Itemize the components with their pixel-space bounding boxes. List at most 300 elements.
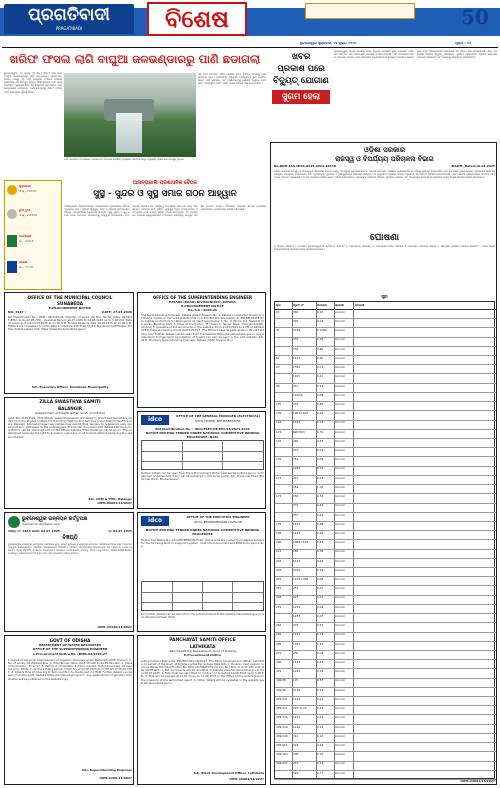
table-cell: 0.08: [317, 393, 324, 397]
ad-title: ZILLA SWASTHYA SAMITI: [39, 400, 101, 405]
table-cell: ଘରବାରୀ: [335, 559, 345, 563]
section-title: ବିଶେଷ: [147, 2, 247, 36]
table-cell: 0.65: [317, 531, 324, 535]
table-cell: ଘରବାରୀ: [335, 624, 345, 628]
op-code: OIPR-13320/11/0027: [97, 626, 132, 629]
lead-body-left: [4, 72, 62, 178]
lead-body-right: ଏହି ପାଣି ଛଡାଯିବା ସହିତ କେନାଲ ଦେଇ ବିଭିନ୍ନ ଅଞ୍ଚଳକୁ ପାଣି ଯୋଗାଣ ହେବ। ଜଳସେଚନ ଅଧିକାରୀ ଜଣାଇଛନ୍ତି ଯେ ନିୟମିତ ଭାବେ ପାଣି ଛଡାଯିବ ଏବଂ ଚାଷୀମାନଙ୍କୁ କୌଣସି ଅସୁବିଧା ହେବନାହିଁ। ଏହାଦ୍ୱାରା ହଜାର ହଜାର ଏକର ଜମିରେ ଚାଷ ହୋଇପାରିବ।: [198, 72, 266, 86]
table-cell: ଘରବାରୀ: [335, 707, 345, 711]
table-row: [275, 586, 496, 595]
table-row: [275, 328, 496, 337]
ad-body: The Superintending Engineer, Kataka (Road) Division No. 1, Kataka on behalf of Governor of Odisha invites on Percentage Rate bids in online Bid Process system in ONLINE MODE from eligible contractors for Road works as mentioned below. 1. No. of Works: 8 2. Name of the works: Building work 3. Class of Contractor: "B" Class 4. Tender Paper Cost: Rs.10000/- (Online) 5. Available of bid documents in the website: From 21/07/2025 to 9 PM of 18/09/2025 6. Date of opening of bid: 22/07/2025 7. The Bidders have to participate in this NIT bidding only. Further details can be seen from the website https://tendersodisha.gov.in. Any addendum/ corrigendum/ cancellation of tender can also be seen in the said website. Sd/- (B.M. Shankar) Superintending Engineer, Kataka (R&B) Division No.I: [141, 313, 264, 342]
table-cell: ଘରବାରୀ: [335, 725, 345, 729]
table-cell: 241: [293, 762, 299, 766]
col-header: ପ୍ଲଟ ନଂ: [293, 304, 304, 307]
table-cell: 356: [293, 495, 299, 499]
gold-coin-icon: [7, 185, 17, 195]
ad-place: BALANGIR: [57, 406, 83, 411]
table-cell: ଘରବାରୀ: [335, 697, 345, 701]
notice-date: /R&DM, Dated:16.04.2025: [451, 165, 495, 168]
table-cell: 0.14: [317, 688, 324, 692]
table-cell: ଘରବାରୀ: [335, 762, 345, 766]
table-cell: 309/101: [276, 697, 288, 701]
table-cell: ଘରବାରୀ: [335, 402, 345, 406]
table-cell: ଘରବାରୀ: [335, 734, 345, 738]
table-cell: 126: [276, 421, 282, 425]
table-cell: 1350: [293, 366, 301, 370]
table-cell: 1093: [293, 642, 301, 646]
table-cell: 132: [276, 439, 282, 443]
table-cell: 0.53: [317, 679, 324, 683]
ad-footer: Sd/- CDM & PHO, Balangir: [88, 498, 132, 501]
ad-subtitle: IDCO, BHUBANESWAR DIVISION: [194, 521, 242, 524]
table-cell: 1214: [293, 356, 301, 360]
table-cell: ଘରବାରୀ: [335, 513, 345, 517]
table-row: [275, 651, 496, 660]
ad-body: Bid Identification No. - BKD - 06/2025-26. Total No. of works: 06 Nos. Tender Value: Rs.56,55,886/- to Rs.43,08,735/-. Available Period: 19.07.2025 to 02.08.2025 up to 5.00 P.M. Date of opening of bid 04.08.2025 at 11.00 A.M. Tender Opening date 18.09.2025 at 11.00 A.M. Bidders are requested to participate in advance with their Digital Signature Certificates. Further details please visit: https://www.tendersodisha.gov.in: [8, 315, 132, 332]
idco-table: [141, 440, 264, 470]
table-cell: 1104: [293, 568, 301, 572]
table-cell: ଘରବାରୀ: [335, 504, 345, 508]
ad-ref: No. 5.6 / 2026-26: [187, 309, 218, 312]
table-cell: 0.23: [317, 559, 324, 563]
sub-headline: ଆସନ୍ତାକାଲି ପ୍ରଶାସନିକ ବୈଠକ: [133, 180, 197, 186]
table-body: [275, 310, 496, 780]
table-cell: 260: [293, 439, 299, 443]
logo-subtitle: PRAGATIBADI: [55, 26, 83, 31]
table-row: [275, 522, 496, 531]
table-cell: 337: [293, 513, 299, 517]
water-flow: [116, 113, 142, 153]
table-cell: 129: [276, 430, 282, 434]
ad-place: LATHIKATA: [189, 644, 216, 649]
table-row: [275, 439, 496, 448]
table-row: [275, 697, 496, 706]
table-row: [275, 762, 496, 771]
table-row: [275, 660, 496, 669]
page-number: ପୃଷ୍ଠା : ୧୦: [455, 42, 472, 45]
table-cell: ଘରବାରୀ: [335, 522, 345, 526]
table-cell: ଘରବାରୀ: [335, 495, 345, 499]
table-cell: ଘରବାରୀ: [335, 338, 345, 342]
ad-title: OFFICE OF THE GENERAL MANAGER (ELECTRICAL): [176, 415, 260, 418]
price-value: ଲି. - ୯୨.୯୫: [19, 266, 33, 269]
table-cell: 0.12: [317, 762, 324, 766]
ad-title: OFFICE OF THE SUPERINTENDING ENGINEER: [152, 295, 253, 300]
table-row: [275, 734, 496, 743]
table-cell: 232: [276, 568, 282, 572]
table-cell: 0.85: [317, 402, 324, 406]
table-row: [275, 513, 496, 522]
table-cell: 0.02: [317, 421, 324, 425]
table-cell: 340: [293, 320, 299, 323]
table-cell: 820/993: [293, 430, 305, 434]
ad-body: Tender Call Notice No. IDCO/EE/BBSR/2025-26. Online bids are invited from eligible bidders for the following work in single bid system. Cost of bid document and EMD to be paid online.: [141, 538, 264, 549]
ad-subtitle: IDCO TOWER, BHUBANESWAR: [195, 420, 241, 423]
ad-body: For further details can be seen from the e-Procurement Portal www.tendersodisha.gov.in. Sd/- Divisional Head, IDCO: [141, 612, 264, 620]
table-row: [275, 384, 496, 393]
table-cell: ଘରବାରୀ: [335, 449, 345, 453]
table-cell: 1127: [293, 531, 301, 535]
table-cell: 0.41: [317, 375, 324, 379]
table-cell: 1.17: [317, 642, 324, 646]
ad-notice-type: E-Procurement Notice: [183, 654, 222, 657]
table-cell: 251: [276, 605, 282, 609]
table-cell: ଘରବାରୀ: [335, 458, 345, 462]
table-cell: 329: [293, 771, 299, 775]
table-cell: 0.1050: [317, 329, 327, 333]
ad-date: DATE: 27.07.2026: [102, 311, 132, 314]
table-cell: 0.03: [317, 449, 324, 453]
table-cell: 1149: [293, 559, 301, 563]
table-cell: ଘରବାରୀ: [335, 356, 345, 360]
table-cell: ଘରବାରୀ: [335, 366, 345, 370]
table-cell: 1245: [293, 375, 301, 379]
table-cell: 0.15: [317, 633, 324, 637]
ad-number: NO: 4387 /: [8, 311, 26, 314]
table-row: [275, 467, 496, 476]
table-cell: 1229: [293, 421, 301, 425]
table-cell: 248: [276, 596, 282, 600]
lead-text-left: ଭୁବନେଶ୍ୱର, ୧୪ ଜୁଲାଇ (ବି.ଏନ୍.) ଖରିଫ ଚାଷ ପାଇଁ ବାଘୁଆ ଜଳଭଣ୍ଡାରରୁ ପାଣି ଛଡାଯାଇଛି। ଜଳସମ୍ପଦ ବିଭାଗ ପକ୍ଷରୁ ଏହି ପାଣି ଛଡାଯିବା ଫଳରେ ଅଞ୍ଚଳର ଚାଷୀମାନେ ବହୁ ଉପକୃତ ହେବେ। ଚାଷୀମାନଙ୍କ ଦାବି ପରେ ବିଭାଗୀୟ ଅଧିକାରୀମାନେ ଏହି ନିଷ୍ପତ୍ତି ନେଇଛନ୍ତି। ଜଳଭଣ୍ଡାରରେ ପର୍ଯ୍ୟାପ୍ତ ପାଣି ରହିଥିବାରୁ ଖରିଫ ଫସଲ ପାଇଁ ଜଳସେଚନ ସୁବିଧା ମିଳିବ।: [4, 71, 62, 94]
table-cell: ଘରବାରୀ: [335, 578, 345, 582]
ad-subtitle: KATAKA (ROAD) DIVISION(RCC) KATAKA: [169, 301, 236, 304]
table-cell: 0.04: [317, 605, 324, 609]
table-row: [275, 743, 496, 752]
table-cell: 23: [276, 310, 280, 314]
table-cell: 0.80: [317, 347, 324, 351]
sub-story-body: ଆସନ୍ତାକାଲି ଜିଲ୍ଲାପାଳଙ୍କ ଅଧ୍ୟକ୍ଷତାରେ ପ୍ରଶାସନିକ ବୈଠକ ଅନୁଷ୍ଠିତ ହେବ। ଏଥିରେ ସ୍ୱାସ୍ଥ୍ୟ, ଶିକ୍ଷା ଓ ପରିମଳ ସମ୍ବନ୍ଧୀୟ ବିଭିନ୍ନ ପ୍ରସଙ୍ଗରେ ଆଲୋଚନା କରାଯିବ। ସୁସ୍ଥ, ସୁନ୍ଦର ଓ ସୁସ୍ଥ ସମାଜ ଗଠନ ନିମନ୍ତେ ସମସ୍ତଙ୍କୁ ଆହ୍ୱାନ ଦିଆଯାଇଛି। ପ୍ରତ୍ୟେକ ନାଗରିକ ନିଜ ଦାୟିତ୍ୱ ସମ୍ପର୍କରେ ସଚେତନ ହେବା ଆବଶ୍ୟକ। ପରିବେଶ ସଫା ରଖିବା, ସ୍ୱାସ୍ଥ୍ୟ ନିୟମ ପାଳନ କରିବା ଏବଂ ସମାଜ ପାଇଁ କାର୍ଯ୍ୟ କରିବା ଆମର କର୍ତ୍ତବ୍ୟ। ଏହି ଅବସରରେ ବିଭିନ୍ନ ସ୍ୱେଚ୍ଛାସେବୀ ସଂଗଠନର ପ୍ରତିନିଧି ଉପସ୍ଥିତ ରହି ନିଜ ମତାମତ ଦେବେ। ବୈଠକରେ ଜିଲ୍ଲାର ସମସ୍ତ ବିଭାଗୀୟ ମୁଖ୍ୟମାନେ ଯୋଗଦେବେ ବୋଲି ଜଣାପଡିଛି।: [64, 204, 266, 218]
price-sidebar: [4, 180, 62, 290]
table-cell: 41: [276, 329, 280, 333]
table-cell: 309/149: [276, 734, 288, 738]
table-cell: 338: [293, 753, 299, 757]
notice-number: No.RDM-LAS-MISC-0015-2024-16258: [274, 165, 336, 168]
ad-subtitle: ଆକାଶଗଙ୍ଗା ପ୍ରଶାସନିକ ଭବନ: [22, 523, 60, 526]
sub-headline-box: [64, 180, 266, 188]
ad-ref: Bid Identification No. : IDCO/ELEC/DE/EPC/18/2024-2025: [155, 428, 250, 431]
price-label: ଶୁକ୍ରବାର: [19, 185, 31, 188]
idco-notice-2: [137, 512, 266, 632]
table-cell: ଘରବାରୀ: [335, 660, 345, 664]
table-cell: 225/1179: [293, 707, 307, 711]
table-row: [275, 752, 496, 761]
table-cell: 1151: [293, 633, 301, 637]
table-cell: ଘରବାରୀ: [335, 670, 345, 674]
table-row: [275, 319, 496, 328]
table-cell: 230: [293, 651, 299, 655]
table-cell: 0.01: [317, 596, 324, 600]
revenue-dept-notice: [270, 142, 497, 785]
table-cell: 0.39: [317, 707, 324, 711]
table-cell: 200: [276, 541, 282, 545]
table-row: [275, 679, 496, 688]
table-cell: 309/40: [276, 688, 286, 692]
table-row: [275, 688, 496, 697]
ad-body: ଭୁବନେଶ୍ୱର ଉନ୍ନୟନ କର୍ତ୍ତୃପକ୍ଷ ଅଧୀନରେ ଥିବା ପ୍ଲଟ ଗୁଡିକର ହସ୍ତାନ୍ତର ନିମନ୍ତେ ସର୍ବସାଧାରଣଙ୍କ ଠାରୁ ଆବେଦନ ଆହ୍ୱାନ କରାଯାଉଅଛି। ଆଗ୍ରହୀ ବ୍ୟକ୍ତିମାନେ ନିର୍ଦ୍ଧାରିତ ଫର୍ମରେ ଆବଶ୍ୟକୀୟ କାଗଜପତ୍ର ସହ ଆବେଦନ ଦାଖଲ କରିବେ। ଅଧିକ ବିବରଣୀ ନିମନ୍ତେ କାର୍ଯ୍ୟାଳୟ ସମୟରେ ଯୋଗାଯୋଗ କରନ୍ତୁ କିମ୍ବା ୱେବସାଇଟ www.bdabbsr.in ଦେଖନ୍ତୁ। କୌଣସି ଆପତ୍ତି ଥିଲେ ୩୦ ଦିନ ମଧ୍ୟରେ ଦାଖଲ କରିବେ।: [8, 542, 132, 556]
table-cell: 186: [293, 550, 299, 554]
table-cell: 96: [276, 384, 280, 388]
table-cell: 242: [276, 578, 282, 582]
table-cell: 0.43: [317, 504, 324, 508]
silver-coin-icon: [7, 209, 17, 219]
table-cell: 0.10: [317, 753, 324, 757]
col-header: ବିବରଣୀ: [355, 304, 365, 307]
table-row: [275, 411, 496, 420]
table-cell: 0.06: [317, 578, 324, 582]
table-cell: 223: [293, 596, 299, 600]
table-cell: ଘରବାରୀ: [335, 430, 345, 434]
table-row: [275, 614, 496, 623]
table-cell: ଘରବାରୀ: [335, 614, 345, 618]
se-notice: [137, 292, 266, 408]
masthead-ad-strip: [305, 3, 415, 19]
op-code: OIPR-15001/11/2027: [229, 778, 264, 781]
table-cell: 1067/1676: [293, 412, 309, 416]
sub-headline2-box: [64, 189, 266, 203]
table-cell: 52: [276, 356, 280, 360]
table-row: [275, 448, 496, 457]
ad-body: Further details can be seen from the e-Procurement Portal www.tendersodisha.gov.in. Corrigendum or Addendum if any will be published in the same portal. Sd/- Divisional Head (Electrical) IDCO, Bhubaneswar: [141, 471, 264, 482]
ad-body: 1. Name of the work: Improvement of Irrigation Channels under Mahanadi North Division. 2. No. of works: 12 (Twelve) Nos. 3. Total Tender Value: Rs.4.38 lakh to Rs.89.90 Lakh. 4. Class of Contractor: "B" & "C". 5. Period of completion: 4 (Four) months. 6. Bid document: As mentioned in DTCN. 7. Online bidding period: 10.00 hrs of 04.08.2025 to 17.00 hrs of 18.09.2025. 8. Date & time of Opening of Technical Bid: As mentioned in DTCN. Further details can be seen from the Govt. website https://tendersodisha.gov.in. Any addendum/corrigendum/cancellation will be published in the website only.: [8, 658, 133, 681]
table-row: [275, 550, 496, 559]
table-cell: ଘରବାରୀ: [335, 568, 345, 572]
table-cell: ଘରବାରୀ: [335, 412, 345, 416]
table-header-row: [275, 302, 496, 310]
table-row: [275, 504, 496, 513]
table-cell: 1220: [293, 467, 301, 471]
table-row: [275, 633, 496, 642]
ad-body: e-Procurement Notice No. PSL/ED/2025-26/26/27. The Block Development Officer, Lathikata on behalf of the Govt. of Odisha invites Percentage Rate bids in Double cover system on online Mode, Bid Identification No. BDO LATHIKATA/01 for 10 (Ten) Nos. of work with cost of Rs.19.68 lakh. 1. Bid documents will be available in website www.tendersodisha.gov.in from 28.07.2025. 2. Bids must be submitted on "online" on or before 10.08.2025 up to 5.00 P.M. 3. Bids will be opened at 11.00 hours on 11.08.2025 in the Office of the undersigned in the presence of the authorized agent. 4. Other details will be available in the website www.tendersodisha.gov.in.: [141, 659, 264, 685]
table-row: [275, 494, 496, 503]
table-cell: 0.13: [317, 439, 324, 443]
ad-body: Advt. No. 1145 Date: 27/07/2025. Sealed Expression of Interest in prescribed format are invited from the eligible bidders for Providing Fleet Control Services under District Health Society, Balangir. Interested agencies/ parties may submit their tenders by registered post/ speed post only addressed to the undersigned. The tender document with detailed terms and conditions can be downloaded from the official website https://balangir.odisha.gov.in. The undersigned reserves the right to accept or reject any or all tenders without assigning any reason thereof.: [8, 416, 132, 439]
table-row: [275, 605, 496, 614]
table-cell: 351: [293, 458, 299, 462]
col-header: ଶ୍ରେଣୀ: [335, 304, 344, 307]
table-cell: 193: [276, 522, 282, 526]
ad-subtitle: (Panchayati Raj Department, Govt of Odisha): [168, 650, 237, 653]
col-header: କ୍ର.: [276, 304, 282, 307]
table-cell: 370: [293, 504, 299, 508]
table-row: [275, 393, 496, 402]
table-row: [275, 559, 496, 568]
table-cell: ଘରବାରୀ: [335, 716, 345, 720]
promo-line: ପ୍ରକାଶ ପରେ: [277, 64, 325, 74]
table-cell: 0.16: [317, 734, 324, 738]
ad-title: PANCHAYAT SAMITI OFFICE: [169, 638, 236, 643]
panchayat-notice: [137, 635, 266, 785]
table-cell: 136: [276, 458, 282, 462]
table-cell: 0.07: [317, 587, 324, 591]
table-cell: 173: [276, 476, 282, 480]
ad-subtitle: OFFICE OF THE SUPERINTENDING ENGINEER: [32, 648, 108, 651]
table-cell: 275: [293, 624, 299, 628]
table-cell: 0.70: [317, 430, 324, 434]
table-cell: 0.49: [317, 541, 324, 545]
table-cell: 309/140: [276, 725, 288, 729]
ad-subtitle: (Department of Health & F.W, Govt. of Odisha): [35, 412, 105, 415]
table-cell: 341: [293, 449, 299, 453]
fuel-pump-icon: [7, 261, 17, 273]
table-cell: 0.14: [317, 697, 324, 701]
ad-notice-type: E-PROCUREMENT NOTICE: [48, 307, 92, 310]
idco2-table: [141, 581, 264, 611]
op-code: OIPR-2200-11/0027: [99, 777, 132, 780]
table-row: [275, 457, 496, 466]
table-cell: 174: [276, 495, 282, 499]
table-cell: 335: [293, 347, 299, 351]
table-cell: ଘରବାରୀ: [335, 439, 345, 443]
notice-body: ଓଡ଼ିଶା ସରକାର ରାଜସ୍ୱ ଓ ବିପର୍ଯ୍ୟୟ ପରିଚାଳନା ବିଭାଗ ପକ୍ଷରୁ ଏତଦ୍ୱାରା ସର୍ବସାଧାରଣଙ୍କ ଅବଗତି ନିମନ୍ତେ ଘୋଷଣା କରାଯାଉଅଛି ଯେ ନିମ୍ନ ସୂଚୀରେ ଉଲ୍ଲେଖିତ ଜମି ସାର୍ବଜନୀନ ଉଦ୍ଦେଶ୍ୟରେ ଅଧିଗ୍ରହଣ କରାଯିବା ନିମନ୍ତେ ପ୍ରସ୍ତାବ ଦିଆଯାଇଛି। ଜମି ଅଧିଗ୍ରହଣ, ପୁନର୍ବାସ ଓ ପୁନଃସ୍ଥାପନରେ ନ୍ୟାଯ୍ୟ କ୍ଷତିପୂରଣ ଓ ସ୍ୱଚ୍ଛତା ଅଧିକାର ଆଇନ ଅନୁଯାୟୀ ଏହି ବିଜ୍ଞପ୍ତି ପ୍ରକାଶ କରାଯାଉଅଛି। ଯଦି କୌଣସି ବ୍ୟକ୍ତିଙ୍କର ଆପତ୍ତି ଥାଏ ତେବେ ବିଜ୍ଞପ୍ତି ପ୍ରକାଶର ୬୦ ଦିନ ମଧ୍ୟରେ ଲିଖିତ ଭାବେ ଦାଖଲ କରିପାରିବେ। ପ୍ରଭାବିତ ପରିବାର ସଂଖ୍ୟା, ପୁନର୍ବାସ ଯୋଜନା ଏବଂ ଅନ୍ୟାନ୍ୟ ବିବରଣୀ ସମ୍ବନ୍ଧୀୟ ତଥ୍ୟ ଜିଲ୍ଲା କାର୍ଯ୍ୟାଳୟରେ ଉପଲବ୍ଧ।: [274, 169, 495, 180]
table-row: [275, 347, 496, 356]
promo-line: ବିଦ୍ୟୁତ୍ ଯୋଗାଣ: [273, 76, 329, 86]
ad-notice-type: E-PROCUREMENT NOTICE: [181, 305, 224, 308]
op-code: OIPR-00001/11/0027: [97, 502, 132, 505]
idco-notice: [137, 411, 266, 509]
table-cell: 312: [293, 734, 299, 738]
notice-heading: ଘୋଷଣା: [369, 233, 400, 243]
ad-title: ଭୁବନେଶ୍ୱର ଉନ୍ନୟନ କର୍ତ୍ତୃପକ୍ଷ: [22, 516, 88, 522]
table-cell: ଘରବାରୀ: [335, 633, 345, 637]
table-cell: 267: [293, 476, 299, 480]
table-row: [275, 338, 496, 347]
notice-dept: ରାଜସ୍ୱ ଓ ବିପର୍ଯ୍ୟୟ ପରିଚାଳନା ବିଭାଗ: [335, 155, 434, 163]
table-cell: ଘରବାରୀ: [335, 393, 345, 397]
table-cell: ଘରବାରୀ: [335, 310, 345, 314]
price-item-gold: [7, 185, 61, 209]
news-briefs: ଭୁବନେଶ୍ୱର: ଖବର ପ୍ରକାଶ ପରେ ବିଦ୍ୟୁତ୍ ଯୋଗାଣ ସୁଗମ ହୋଇଛି। ଅଞ୍ଚଳରେ ଦୀର୍ଘ ଦିନ ଧରି ଲୋଡସେଡିଂ ସମସ୍ୟା ଦେଖାଦେଇଥିଲା। ଏହି ସମ୍ପର୍କରେ ଖବର ପ୍ରକାଶ ପାଇବା ପରେ ବିଭାଗୀୟ ଅଧିକାରୀମାନେ ତୁରନ୍ତ ପଦକ୍ଷେପ ନେଇଛନ୍ତି। ନୂଆ ଟ୍ରାନ୍ସଫର୍ମର ବସାଯାଇଛି ଏବଂ ଖରାପ ତାର ବଦଳାଯାଇଛି। ଏବେ ଅଞ୍ଚଳବାସୀ ନିୟମିତ ବିଦ୍ୟୁତ୍ ପାଉଛନ୍ତି। ସ୍ଥାନୀୟ ଲୋକମାନେ ଏଥିପାଇଁ ସନ୍ତୋଷ ପ୍ରକାଶ କରିଛନ୍ତି ଏବଂ ବିଭାଗକୁ ଧନ୍ୟବାଦ ଜଣାଇଛନ୍ତି।: [334, 49, 497, 60]
table-row: [275, 715, 496, 724]
table-cell: ଘରବାରୀ: [335, 642, 345, 646]
bda-emblem-icon: [8, 516, 20, 528]
notice-body-2: ୧. ଜିଲ୍ଲା: ଖୋର୍ଦ୍ଧା ୨. ତହସିଲ: ଭୁବନେଶ୍ୱର ୩. ମୌଜା ଓ ଥାନା ନଂ ୪. ଅଧିଗ୍ରହଣ ଉଦ୍ଦେଶ୍ୟ ୫. ଆବଶ୍ୟକ ଜମିର ପରିମାଣ ୬. ପ୍ରଭାବିତ ପରିବାର ସଂଖ୍ୟା ୭. ସାମାଜିକ ପ୍ରଭାବ ଆକଳନ ରିପୋର୍ଟ ୮. ଜମିର ନକ୍ସା ଜିଲ୍ଲାପାଳଙ୍କ କାର୍ଯ୍ୟାଳୟରେ ଦେଖାଯାଇପାରିବ।: [274, 244, 495, 252]
table-cell: ଘରବାରୀ: [335, 605, 345, 609]
table-cell: 0.20: [317, 670, 324, 674]
table-cell: 0.77: [317, 624, 324, 628]
promo-box: [270, 50, 332, 140]
table-cell: 318: [293, 743, 299, 747]
table-row: [275, 540, 496, 549]
table-row: [275, 771, 496, 780]
table-cell: 1231: [293, 605, 301, 609]
table-cell: ଘରବାରୀ: [335, 550, 345, 554]
ad-notice-type: NOTICE INVITING TENDER UNDER NATIONAL COMPETITIVE BIDDING PROCEDURE (NCB): [145, 432, 260, 439]
table-cell: 1066/1679: [293, 541, 309, 545]
ad-dept: DEPARTMENT OF WATER RESOURCES: [38, 644, 102, 647]
table-cell: 309/222: [276, 762, 288, 766]
table-cell: 0.52: [317, 495, 324, 499]
table-cell: 309/163: [276, 753, 288, 757]
table-cell: 0.86: [317, 522, 324, 526]
ad-title: GOVT OF ODISHA: [49, 638, 91, 643]
table-cell: 0.36: [317, 550, 324, 554]
ad-title: OFFICE OF THE EXECUTIVE ENGINEER: [186, 516, 250, 519]
table-cell: ଘରବାରୀ: [335, 476, 345, 480]
table-cell: 357: [293, 384, 299, 388]
table-title: ସୂଚୀ: [381, 295, 388, 299]
ad-notice-type: e-Procurement Notice No : RMD-02/2026-27: [32, 653, 108, 656]
table-row: [275, 577, 496, 586]
table-cell: 1140: [293, 688, 301, 692]
table-cell: 1233: [293, 614, 301, 618]
anniversary-badge: 50: [461, 5, 489, 29]
masthead: [0, 0, 500, 45]
price-value: ଏ.ସ୍ - ୧୬୦୦୦: [19, 214, 37, 217]
table-row: [275, 706, 496, 715]
table-cell: ଘରବାରୀ: [335, 531, 345, 535]
ad-ref: ବିଜ୍ଞପ୍ତି ନଂ: 0813 ତାରିଖ: 02.07.2025: [8, 530, 60, 533]
table-cell: 301: [276, 670, 282, 674]
price-item-silver: [7, 209, 61, 233]
table-cell: ଘରବାରୀ: [335, 329, 345, 333]
ad-title: OFFICE OF THE MUNICIPAL COUNCIL: [27, 295, 113, 300]
table-cell: 265: [276, 633, 282, 637]
table-row: [275, 402, 496, 411]
table-cell: ଘରବାରୀ: [335, 679, 345, 683]
sub-headline2: ସୁସ୍ଥ - ସୁନ୍ଦର ଓ ସୁସ୍ଥ ସମାଜ ଗଠନ ଆହ୍ୱାନ: [93, 189, 237, 199]
table-cell: 257: [293, 587, 299, 591]
table-cell: 0.02: [317, 320, 324, 323]
table-row: [275, 421, 496, 430]
table-cell: 1144: [293, 660, 301, 664]
table-cell: ଘରବାରୀ: [335, 347, 345, 351]
table-cell: 0.05: [317, 458, 324, 462]
table-cell: 309/111: [276, 707, 288, 711]
price-value: ଲି. - ୧୦୧.୫: [19, 240, 34, 243]
table-cell: ଘରବାରୀ: [335, 384, 345, 388]
logo-text: ପ୍ରଗତିବାଦୀ: [28, 5, 110, 25]
ad-notice-type: ବିଜ୍ଞପ୍ତି: [62, 535, 78, 541]
ad-place: SUNABEDA: [57, 301, 83, 306]
col-header: ପରିମାଣ: [317, 304, 327, 307]
table-cell: 0.25: [317, 660, 324, 664]
table-cell: ଘରବାରୀ: [335, 320, 345, 323]
promo-line: ଖବର: [291, 52, 311, 62]
table-cell: 334: [293, 338, 299, 342]
table-cell: 1145: [293, 697, 301, 701]
water-resources-notice: [4, 635, 134, 785]
table-row: [275, 365, 496, 374]
table-cell: 63: [276, 366, 280, 370]
ad-footer: Sd/- Executive Officer, Sunabeda Municipality: [31, 386, 109, 389]
municipal-notice: [4, 292, 134, 394]
table-cell: 309/135: [276, 716, 288, 720]
table-cell: ଘରବାରୀ: [335, 421, 345, 425]
table-cell: 109: [276, 412, 282, 416]
table-cell: 3198: [293, 329, 301, 333]
table-cell: 0.14: [317, 743, 324, 747]
table-cell: 0.28: [317, 412, 324, 416]
idco-logo: idco: [141, 516, 169, 526]
table-cell: ଘରବାରୀ: [335, 771, 345, 775]
table-cell: 1.05: [317, 338, 324, 342]
table-row: [275, 356, 496, 365]
lead-headline-box: [4, 50, 266, 72]
table-cell: 350: [293, 310, 299, 314]
table-cell: ଘରବାରୀ: [335, 651, 345, 655]
table-cell: 101: [276, 402, 282, 406]
notice-org: ଓଡ଼ିଶା ସରକାର: [363, 146, 406, 154]
table-row: [275, 485, 496, 494]
table-cell: ଘରବାରୀ: [335, 596, 345, 600]
masthead-divider: [2, 47, 498, 48]
lead-headline: ଖରିଫ ଫସଲ ଲାଗି ବାଘୁଆ ଜଳଭଣ୍ଡାରରୁ ପାଣି ଛଡାଗଲା: [9, 52, 261, 66]
promo-highlight: ସୁଗମ ହେଲା: [272, 90, 330, 104]
price-label: ରୁପା ରୁପା: [19, 209, 31, 212]
table-cell: ଘରବାରୀ: [335, 467, 345, 471]
price-item-diesel: [7, 261, 61, 285]
